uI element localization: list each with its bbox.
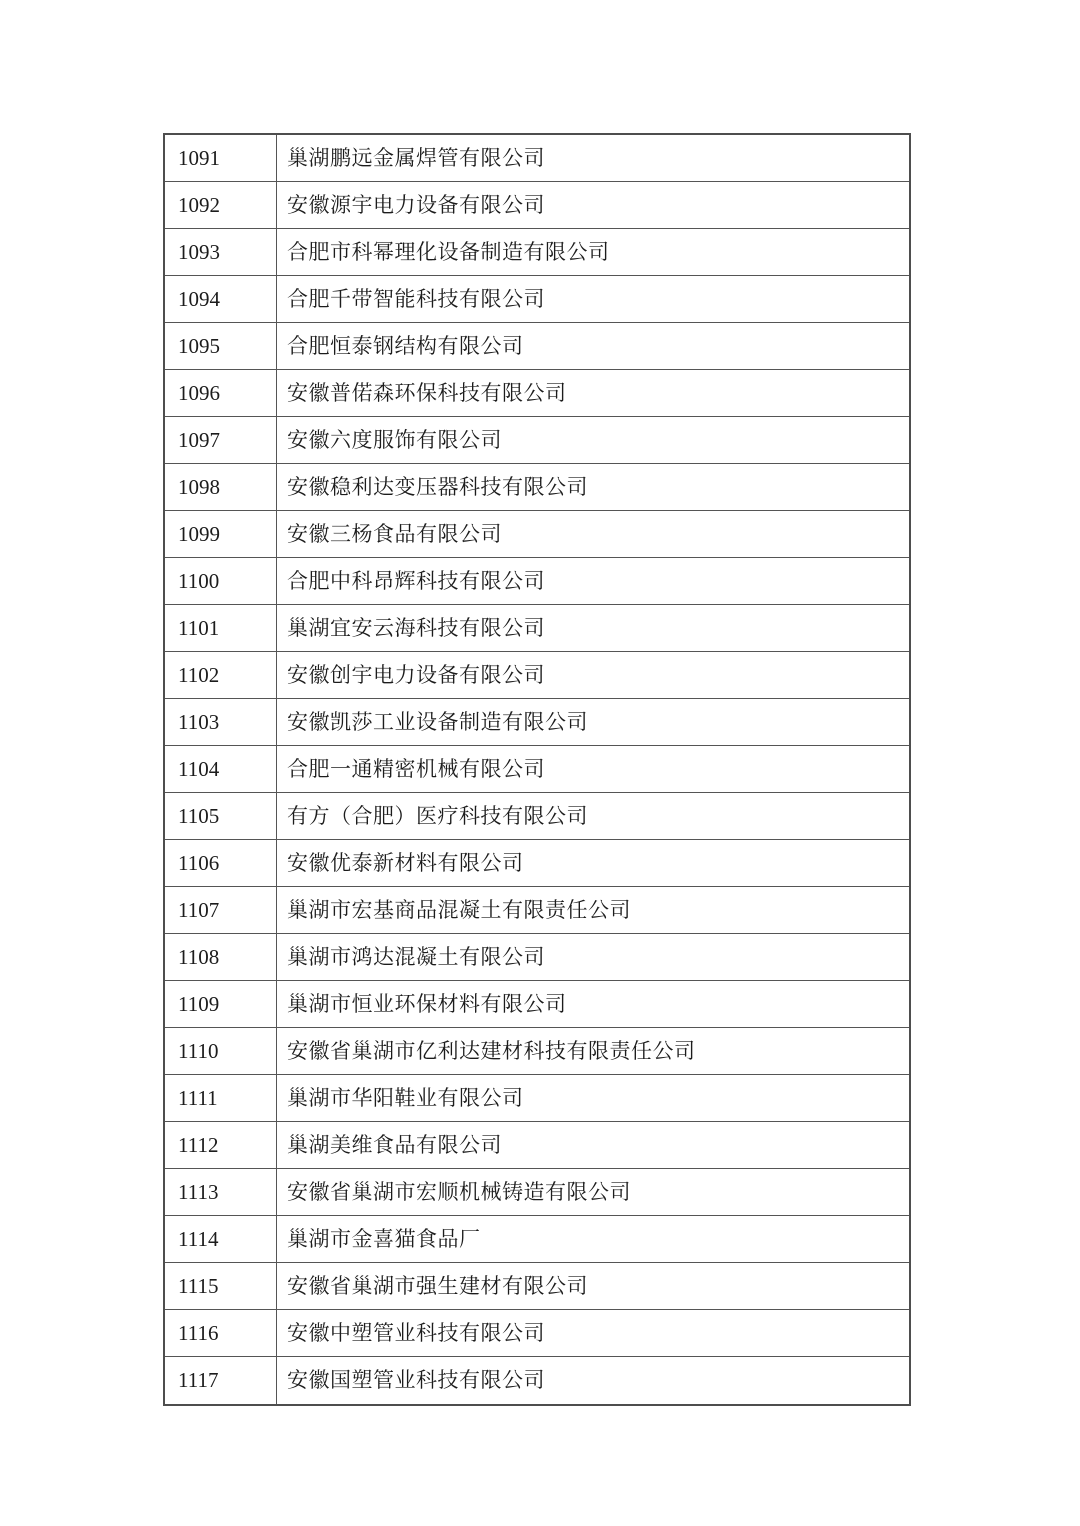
company-name: 安徽省巢湖市强生建材有限公司 [277,1263,911,1310]
table-row [164,1216,910,1263]
table-row [164,323,910,370]
company-name: 安徽稳利达变压器科技有限公司 [277,464,911,511]
company-name: 合肥一通精密机械有限公司 [277,746,911,793]
table-row [164,793,910,840]
company-name: 安徽凯莎工业设备制造有限公司 [277,699,911,746]
company-name: 巢湖鹏远金属焊管有限公司 [277,134,911,182]
table-row [164,1169,910,1216]
row-number: 1105 [164,793,277,840]
row-number: 1101 [164,605,277,652]
row-number: 1114 [164,1216,277,1263]
company-name: 巢湖美维食品有限公司 [277,1122,911,1169]
row-number: 1109 [164,981,277,1028]
row-number: 1100 [164,558,277,605]
table-row [164,887,910,934]
row-number: 1106 [164,840,277,887]
row-number: 1113 [164,1169,277,1216]
row-number: 1115 [164,1263,277,1310]
company-name: 巢湖市金喜猫食品厂 [277,1216,911,1263]
company-name: 巢湖市华阳鞋业有限公司 [277,1075,911,1122]
table-row [164,229,910,276]
company-name: 合肥中科昂辉科技有限公司 [277,558,911,605]
table-row [164,558,910,605]
table-row [164,417,910,464]
company-name: 巢湖市恒业环保材料有限公司 [277,981,911,1028]
table-row [164,182,910,229]
company-name: 安徽源宇电力设备有限公司 [277,182,911,229]
row-number: 1091 [164,134,277,182]
company-name: 安徽省巢湖市宏顺机械铸造有限公司 [277,1169,911,1216]
company-name: 巢湖市鸿达混凝土有限公司 [277,934,911,981]
company-name: 合肥市科幂理化设备制造有限公司 [277,229,911,276]
company-name: 安徽六度服饰有限公司 [277,417,911,464]
company-name: 巢湖市宏基商品混凝土有限责任公司 [277,887,911,934]
table-row [164,1122,910,1169]
row-number: 1110 [164,1028,277,1075]
table-row [164,1310,910,1357]
table-row [164,276,910,323]
company-name: 安徽省巢湖市亿利达建材科技有限责任公司 [277,1028,911,1075]
row-number: 1097 [164,417,277,464]
row-number: 1104 [164,746,277,793]
company-name: 安徽三杨食品有限公司 [277,511,911,558]
table-row [164,134,910,182]
table-row [164,1357,910,1405]
row-number: 1093 [164,229,277,276]
row-number: 1107 [164,887,277,934]
company-name: 有方（合肥）医疗科技有限公司 [277,793,911,840]
row-number: 1092 [164,182,277,229]
table-row [164,934,910,981]
row-number: 1103 [164,699,277,746]
table-row [164,1263,910,1310]
row-number: 1112 [164,1122,277,1169]
table-row [164,746,910,793]
table-row [164,652,910,699]
company-name: 安徽中塑管业科技有限公司 [277,1310,911,1357]
company-name: 安徽普偌森环保科技有限公司 [277,370,911,417]
row-number: 1094 [164,276,277,323]
table-row [164,1075,910,1122]
company-list-table [163,133,911,1406]
table-row [164,1028,910,1075]
company-name: 巢湖宜安云海科技有限公司 [277,605,911,652]
row-number: 1102 [164,652,277,699]
company-name: 安徽创宇电力设备有限公司 [277,652,911,699]
table-row [164,981,910,1028]
table-row [164,511,910,558]
company-name: 安徽国塑管业科技有限公司 [277,1357,911,1405]
company-name: 合肥恒泰钢结构有限公司 [277,323,911,370]
row-number: 1111 [164,1075,277,1122]
row-number: 1099 [164,511,277,558]
row-number: 1116 [164,1310,277,1357]
row-number: 1098 [164,464,277,511]
company-name: 合肥千带智能科技有限公司 [277,276,911,323]
table-row [164,840,910,887]
table-row [164,605,910,652]
table-row [164,699,910,746]
table-row [164,464,910,511]
table-row [164,370,910,417]
row-number: 1108 [164,934,277,981]
row-number: 1096 [164,370,277,417]
row-number: 1117 [164,1357,277,1405]
row-number: 1095 [164,323,277,370]
company-name: 安徽优泰新材料有限公司 [277,840,911,887]
